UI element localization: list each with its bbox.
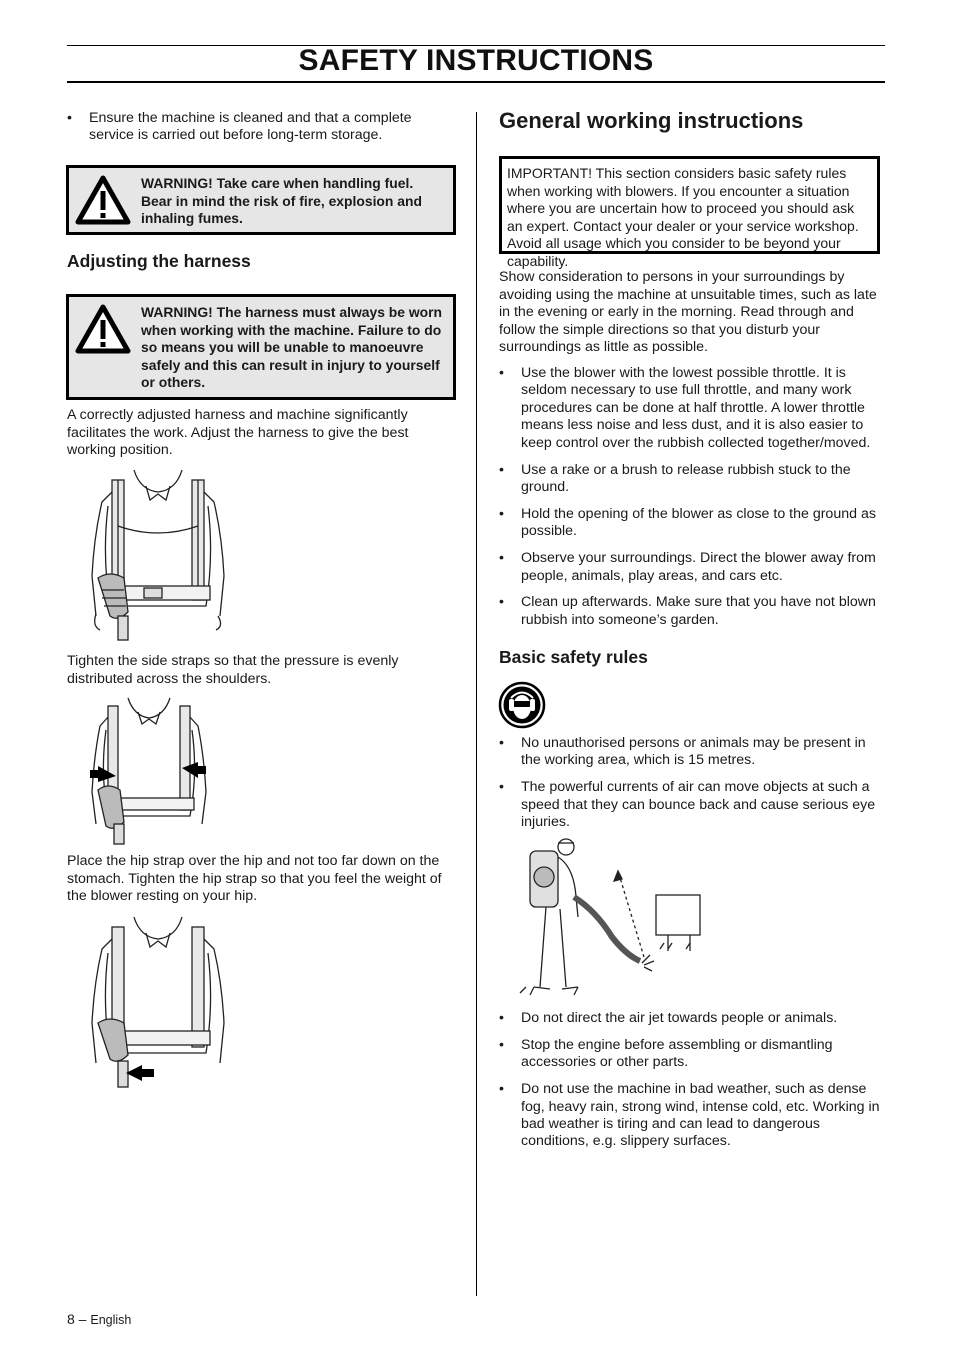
list-item: • Do not use the machine in bad weather, such as dense fog, heavy rain, strong wind, intense cold, etc. Working in bad weather is tiring and can lead to dangerous conditions, e.g. slippery surfaces.: [499, 1081, 885, 1151]
hip-strap-paragraph: Place the hip strap over the hip and not too far down on the stomach. Tighten the hip strap so that you feel the weight of the blower resting on your hip.: [67, 853, 442, 904]
general-bullet-list: [499, 365, 885, 639]
footer-language: English: [90, 1313, 132, 1327]
list-item: • Hold the opening of the blower as close to the ground as possible.: [499, 506, 885, 541]
list-item: • Use a rake or a brush to release rubbish stuck to the ground.: [499, 462, 885, 497]
harness-warning-box: [66, 294, 456, 400]
storage-bullet-list: [67, 110, 437, 154]
face-and-ear-protection-icon: [498, 681, 546, 729]
side-straps-paragraph: Tighten the side straps so that the pressure is evenly distributed across the shoulders.: [67, 653, 399, 687]
harness-illustration-front: [88, 466, 228, 642]
list-item: • Use the blower with the lowest possible throttle. It is seldom necessary to use full throttle, and many work procedures can be done at half throttle. A lower throttle means less noise and less dust, and it is also easier to keep control over the rubbish collected together/moved.: [499, 365, 885, 452]
list-item: • Observe your surroundings. Direct the blower away from people, animals, play areas, and cars etc.: [499, 550, 885, 585]
list-item: • Stop the engine before assembling or dismantling accessories or other parts.: [499, 1037, 885, 1072]
warning-triangle-icon: [75, 304, 131, 354]
consideration-paragraph: Show consideration to persons in your surroundings by avoiding using the machine at unsuitable times, such as late in the evening or early in the morning. Read through and follow the simple directions so that you disturb your surroundings as little as possible.: [499, 269, 877, 355]
list-item: • Do not direct the air jet towards people or animals.: [499, 1010, 885, 1027]
general-instructions-heading: General working instructions: [499, 108, 804, 133]
harness-warning-text: WARNING! The harness must always be worn when working with the machine. Failure to do so means you will be unable to manoeuvre safely and this can result in injury to yourself or others.: [141, 304, 443, 391]
warning-triangle-icon: [75, 175, 131, 225]
column-divider: [476, 112, 477, 1296]
list-item: • Clean up afterwards. Make sure that you have not blown rubbish into someone’s garden.: [499, 594, 885, 629]
important-text: IMPORTANT! This section considers basic safety rules when working with blowers. If you encounter a situation where you are uncertain how to proceed you should ask an expert. Contact your dealer or your service workshop. Avoid all usage which you consider to be beyond your capability.: [507, 165, 859, 269]
basic-safety-heading: Basic safety rules: [499, 647, 648, 667]
blower-operator-illustration: [516, 837, 706, 1001]
fuel-warning-box: [66, 165, 456, 235]
basic-bullet-list-2: [499, 1010, 885, 1160]
page-footer: [67, 1311, 131, 1327]
basic-bullet-list-1: [499, 735, 885, 841]
list-item: • No unauthorised persons or animals may be present in the working area, which is 15 metres.: [499, 735, 885, 770]
page-number: 8 –: [67, 1311, 87, 1327]
harness-heading: Adjusting the harness: [67, 251, 251, 271]
header-bottom-rule: [67, 81, 885, 83]
important-box: [499, 156, 880, 269]
harness-paragraph: A correctly adjusted harness and machine significantly facilitates the work. Adjust the harness to give the best working position.: [67, 407, 409, 458]
side-straps-illustration: [88, 694, 210, 846]
list-item: • The powerful currents of air can move objects at such a speed that they can bounce back and cause serious eye injuries.: [499, 779, 885, 831]
fuel-warning-text: WARNING! Take care when handling fuel. Bear in mind the risk of fire, explosion and inhaling fumes.: [141, 175, 422, 227]
hip-strap-illustration: [88, 913, 228, 1089]
list-item: • Ensure the machine is cleaned and that a complete service is carried out before long-term storage.: [67, 110, 437, 145]
page-title: SAFETY INSTRUCTIONS: [298, 44, 654, 77]
